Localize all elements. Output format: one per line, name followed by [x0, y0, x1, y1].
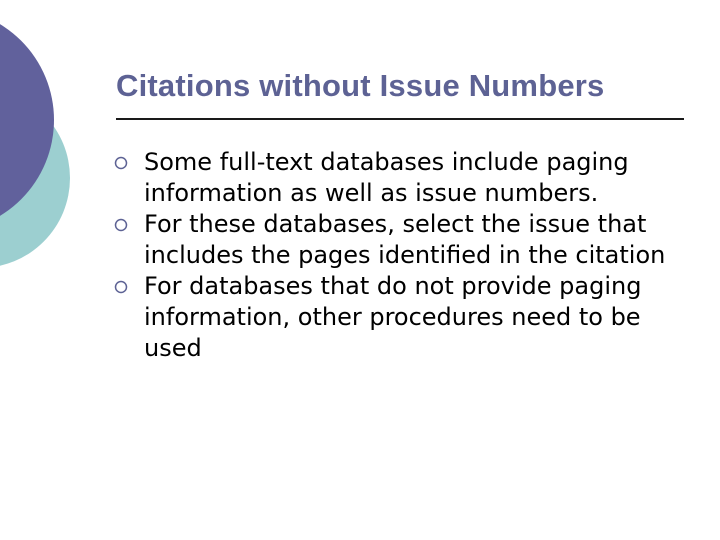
- hollow-circle-icon: [114, 218, 128, 232]
- bullet-item: [114, 209, 684, 271]
- hollow-circle-icon: [114, 280, 128, 294]
- bullet-item: [114, 147, 684, 209]
- title-underline: [116, 118, 684, 120]
- slide-title: Citations without Issue Numbers: [116, 68, 605, 103]
- hollow-circle-icon: [114, 156, 128, 170]
- bullet-item: [114, 271, 684, 364]
- decorative-circles: [0, 0, 120, 300]
- bullet-list: [114, 147, 684, 364]
- bullet-text: For these databases, select the issue that includes the pages identified in the citation: [144, 210, 666, 269]
- bullet-text: Some full-text databases include paging information as well as issue numbers.: [144, 148, 629, 207]
- bullet-text: For databases that do not provide paging information, other procedures need to be used: [144, 272, 642, 362]
